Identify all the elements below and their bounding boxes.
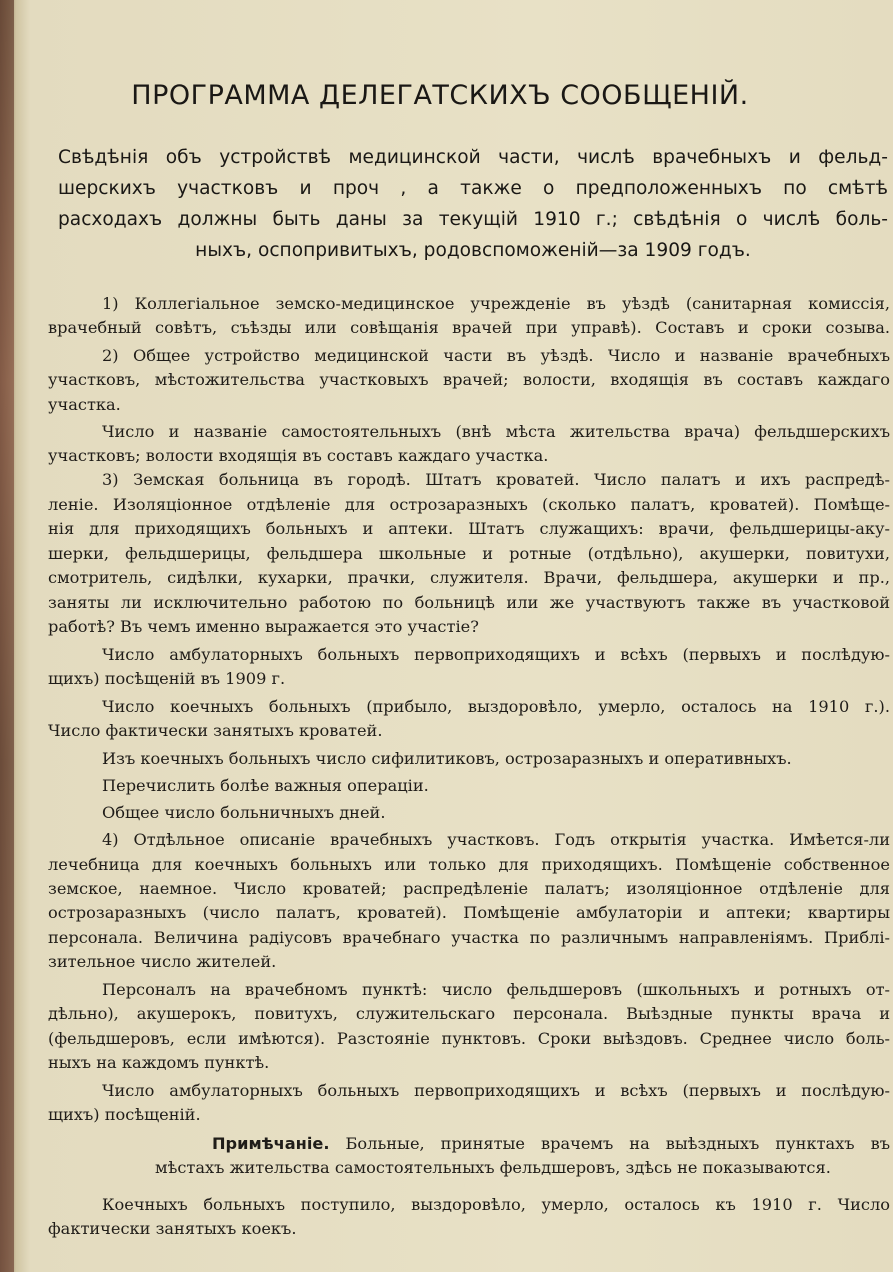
text-line: участковъ; волости входящія въ составъ каждаго участка. — [48, 446, 549, 465]
text-line: (фельдшеровъ, если имѣются). Разстояніе пунктовъ. Сроки выѣздовъ. Среднее число боль- — [48, 1029, 890, 1048]
note-label: Примѣчаніе. — [212, 1134, 330, 1153]
text-line: щихъ) посѣщеній въ 1909 г. — [48, 669, 286, 688]
text-line: Коечныхъ больныхъ поступило, выздоровѣло, умерло, осталось къ 1910 г. Число — [102, 1195, 890, 1214]
intro-line: расходахъ должны быть даны за текущій 1910 г.; свѣдѣнія о числѣ боль- — [58, 209, 888, 230]
note-line: мѣстахъ жительства самостоятельныхъ фельдшеровъ, здѣсь не показываются. — [155, 1158, 831, 1177]
text-line: леніе. Изоляціонное отдѣленіе для острозаразныхъ (сколько палатъ, кроватей). Помѣще- — [48, 495, 890, 514]
text-line: острозаразныхъ (число палатъ, кроватей). Помѣщеніе амбулаторіи и аптеки; квартиры — [48, 903, 890, 922]
text-line: 3) Земская больница въ городѣ. Штатъ кроватей. Число палатъ и ихъ распредѣ- — [102, 470, 890, 489]
text-line: 4) Отдѣльное описаніе врачебныхъ участковъ. Годъ открытія участка. Имѣется-ли — [102, 830, 890, 849]
text-line: участка. — [48, 395, 121, 414]
text-line: Изъ коечныхъ больныхъ число сифилитиковъ, острозаразныхъ и оперативныхъ. — [102, 749, 792, 768]
text-line: Число и названіе самостоятельныхъ (внѣ мѣста жительства врача) фельдшерскихъ — [102, 422, 890, 441]
note-line — [212, 1133, 890, 1155]
text-line: Число коечныхъ больныхъ (прибыло, выздоровѣло, умерло, осталось на 1910 г.). — [102, 697, 890, 716]
text-line: дѣльно), акушерокъ, повитухъ, служительскаго персонала. Выѣздные пункты врача и — [48, 1004, 890, 1023]
text-line: Персоналъ на врачебномъ пунктѣ: число фельдшеровъ (школьныхъ и ротныхъ от- — [102, 980, 890, 999]
text-line: нія для приходящихъ больныхъ и аптеки. Штатъ служащихъ: врачи, фельдшерицы-аку- — [48, 519, 890, 538]
intro-line: ныхъ, оспопривитыхъ, родовспоможеній—за 1909 годъ. — [195, 240, 751, 261]
note-text: Больные, принятые врачемъ на выѣздныхъ пунктахъ въ — [345, 1134, 890, 1153]
text-line: 2) Общее устройство медицинской части въ уѣздѣ. Число и названіе врачебныхъ — [102, 346, 890, 365]
text-line: заняты ли исключительно работою по больницѣ или же участвуютъ также въ участковой — [48, 593, 890, 612]
intro-line: Свѣдѣнія объ устройствѣ медицинской части, числѣ врачебныхъ и фельд- — [58, 147, 888, 168]
text-line: врачебный совѣтъ, съѣзды или совѣщанія врачей при управѣ). Составъ и сроки созыва. — [48, 318, 890, 337]
text-line: работѣ? Въ чемъ именно выражается это участіе? — [48, 617, 479, 636]
text-line: щихъ) посѣщеній. — [48, 1105, 201, 1124]
text-line: Число фактически занятыхъ кроватей. — [48, 721, 383, 740]
text-line: смотритель, сидѣлки, кухарки, прачки, служителя. Врачи, фельдшера, акушерки и пр., — [48, 568, 890, 587]
intro-line: шерскихъ участковъ и проч , а также о предположенныхъ по смѣтѣ — [58, 178, 888, 199]
text-line: Перечислить болѣе важныя операціи. — [102, 776, 429, 795]
text-line: земское, наемное. Число кроватей; распредѣленіе палатъ; изоляціонное отдѣленіе для — [48, 879, 890, 898]
text-line: персонала. Величина радіусовъ врачебнаго участка по различнымъ направленіямъ. Приблі- — [48, 928, 890, 947]
text-line: ныхъ на каждомъ пунктѣ. — [48, 1053, 270, 1072]
text-line: Число амбулаторныхъ больныхъ первоприходящихъ и всѣхъ (первыхъ и послѣдую- — [102, 645, 890, 664]
text-line: участковъ, мѣстожительства участковыхъ врачей; волости, входящія въ составъ каждаго — [48, 370, 890, 389]
intro-paragraph — [58, 142, 888, 266]
text-line: фактически занятыхъ коекъ. — [48, 1219, 297, 1238]
text-line: Общее число больничныхъ дней. — [102, 803, 386, 822]
page-title: ПРОГРАММА ДЕЛЕГАТСКИХЪ СООБЩЕНІЙ. — [131, 80, 749, 111]
text-line: лечебница для коечныхъ больныхъ или только для приходящихъ. Помѣщеніе собственное — [48, 855, 890, 874]
text-line: Число амбулаторныхъ больныхъ первоприходящихъ и всѣхъ (первыхъ и послѣдую- — [102, 1081, 890, 1100]
text-line: зительное число жителей. — [48, 952, 277, 971]
text-line: 1) Коллегіальное земско-медицинское учрежденіе въ уѣздѣ (санитарная комиссія, — [102, 294, 890, 313]
text-line: шерки, фельдшерицы, фельдшера школьные и ротные (отдѣльно), акушерки, повитухи, — [48, 544, 890, 563]
